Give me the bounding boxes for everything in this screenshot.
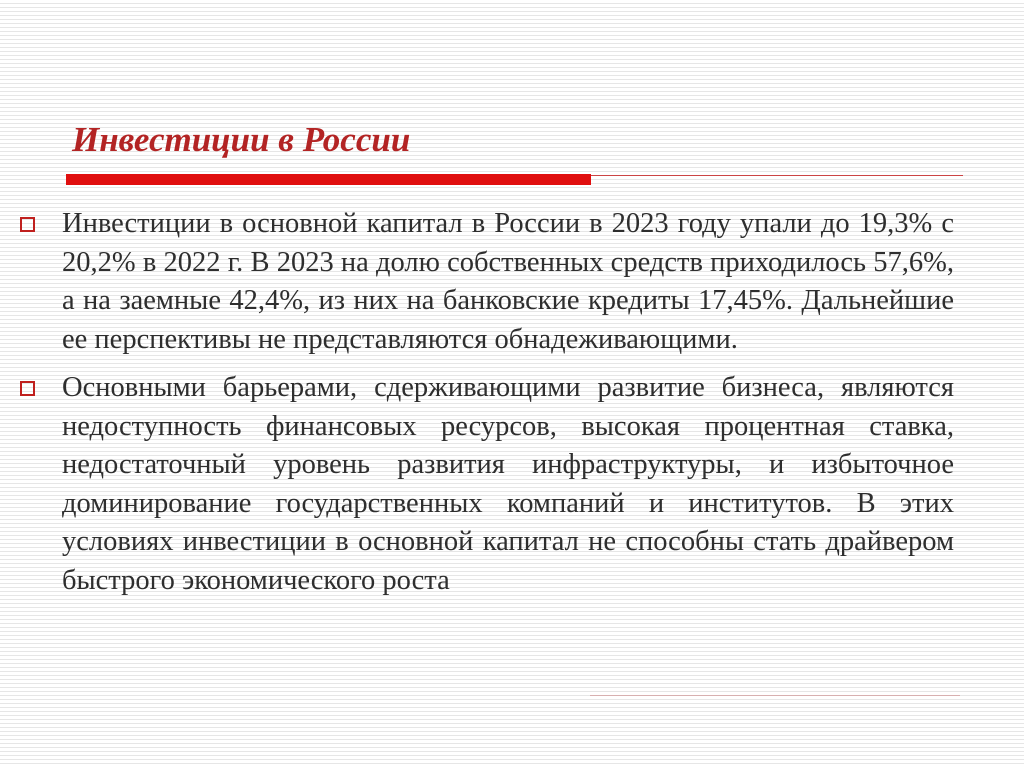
bullet-list xyxy=(14,205,954,610)
bullet-item xyxy=(14,369,954,600)
bullet-text: Основными барьерами, сдерживающими развитие бизнеса, являются недоступность финансовых ресурсов, высокая процентная ставка, недостаточный уровень развития инфраструктуры, и избыточное доминирование государственных компаний и институтов. В этих условиях инвестиции в основной капитал не способны стать драйвером быстрого экономического роста xyxy=(62,372,954,596)
bullet-item xyxy=(14,205,954,359)
bottom-divider-rule xyxy=(590,695,960,696)
bullet-text: Инвестиции в основной капитал в России в 2023 году упали до 19,3% с 20,2% в 2022 г. В 2023 на долю собственных средств приходилось 57,6%, а на заемные 42,4%, из них на банковские кредиты 17,45%. Дальнейшие ее перспективы не представляются обнадеживающими. xyxy=(62,208,954,355)
hollow-square-bullet-icon xyxy=(20,381,35,396)
title-underline-bar xyxy=(66,174,591,185)
hollow-square-bullet-icon xyxy=(20,217,35,232)
slide-title: Инвестиции в России xyxy=(72,120,411,159)
title-underline-rule xyxy=(591,175,963,176)
